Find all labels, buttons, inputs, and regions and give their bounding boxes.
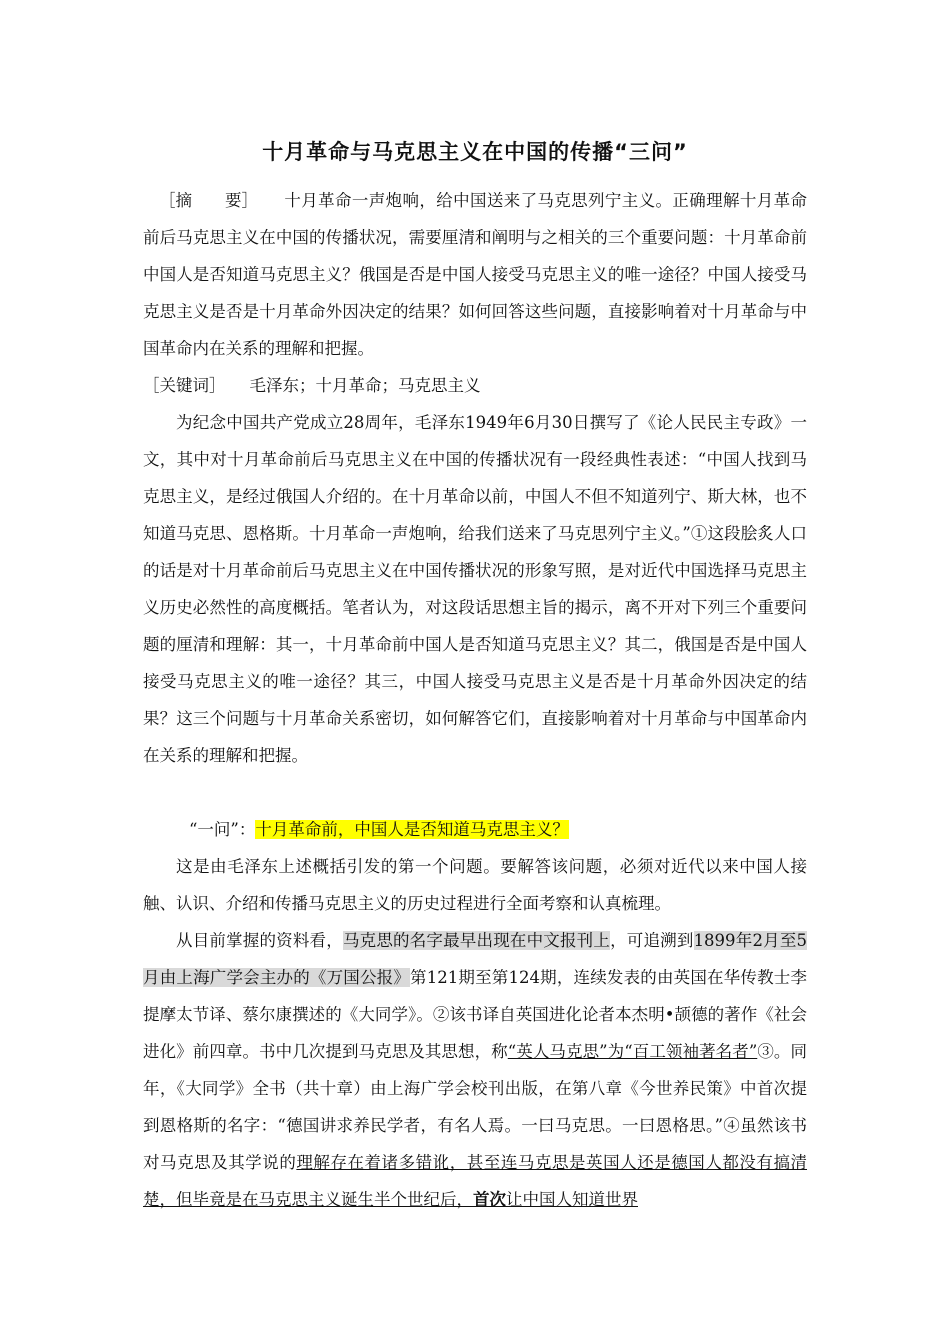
p3-underline-errors: 理解存在着诸多错讹，甚至连马克思是英国人还是德国人都没有搞清楚，但毕竟是在马克思主义诞生半个世纪后， (143, 1153, 808, 1209)
intro-paragraph: 为纪念中国共产党成立28周年，毛泽东1949年6月30日撰写了《论人民民主专政》一文，其中对十月革命前后马克思主义在中国的传播状况有一段经典性表述：“中国人找到马克思主义，是经过俄国人介绍的。在十月革命以前，中国人不但不知道列宁、斯大林，也不知道马克思、恩格斯。十月革命一声炮响，给我们送来了马克思列宁主义。”①这段脍炙人口的话是对十月革命前后马克思主义在中国传播状况的形象写照，是对近代中国选择马克思主义历史必然性的高度概括。笔者认为，对这段话思想主旨的揭示，离不开对下列三个重要问题的厘清和理解：其一，十月革命前中国人是否知道马克思主义？其二，俄国是否是中国人接受马克思主义的唯一途径？其三，中国人接受马克思主义是否是十月革命外因决定的结果？这三个问题与十月革命关系密切，如何解答它们，直接影响着对十月革命与中国革命内在关系的理解和把握。 (143, 413, 807, 765)
abstract-paragraph (143, 182, 807, 367)
question-one-prefix: “一问”： (189, 820, 256, 839)
p3-bold-first-time: 首次 (473, 1190, 506, 1209)
paragraph-gap (143, 774, 807, 811)
p3-segment-1: 从目前掌握的资料看， (176, 931, 343, 950)
document-title: 十月革命与马克思主义在中国的传播“三问” (262, 140, 688, 164)
paragraph-three (143, 922, 807, 1218)
document-body (143, 182, 807, 1218)
keywords-text: 毛泽东；十月革命；马克思主义 (249, 376, 481, 395)
p3-highlight-first-mention: 马克思的名字最早出现在中文报刊上 (342, 931, 611, 950)
p3-segment-5: 第121期至第124期，连续发表的由英国在华传教士李提摩太节译、蔡尔康撰述的《大同学》。②该书译自英国进化论者本杰明•颉德的著作《社会进化》前四章。书中几次提到马克思及其思想，称 (143, 968, 807, 1061)
abstract-text: 十月革命一声炮响，给中国送来了马克思列宁主义。正确理解十月革命前后马克思主义在中国的传播状况，需要厘清和阐明与之相关的三个重要问题：十月革命前中国人是否知道马克思主义？俄国是否是中国人接受马克思主义的唯一途径？中国人接受马克思主义是否是十月革命外因决定的结果？如何回答这些问题，直接影响着对十月革命与中国革命内在关系的理解和把握。 (143, 191, 807, 358)
question-one-heading (143, 811, 807, 848)
paragraph-two: 这是由毛泽东上述概括引发的第一个问题。要解答该问题，必须对近代以来中国人接触、认识、介绍和传播马克思主义的历史过程进行全面考察和认真梳理。 (143, 857, 807, 913)
keywords-label: ［关键词］ (143, 376, 226, 395)
p3-underline-tail: 让中国人知道世界 (506, 1190, 638, 1209)
p3-underline-quote: “英人马克思”为“百工领袖著名者” (507, 1042, 758, 1061)
keywords-paragraph (143, 367, 807, 404)
question-one-text: 十月革命前，中国人是否知道马克思主义？ (255, 820, 569, 839)
p3-highlight-wanguo-gongbao: 1899年2月至5月由上海广学会主办的《万国公报》 (143, 931, 808, 987)
p3-segment-3: ，可追溯到 (610, 931, 694, 950)
p3-segment-7: ③。同年，《大同学》全书（共十章）由上海广学会校刊出版，在第八章《今世养民策》中首次提到恩格斯的名字：“德国讲求养民学者，有名人焉。一曰马克思。一曰恩格思。”④虽然该书对马克思及其学说的 (143, 1042, 808, 1172)
abstract-label: ［摘 要］ (159, 191, 258, 210)
